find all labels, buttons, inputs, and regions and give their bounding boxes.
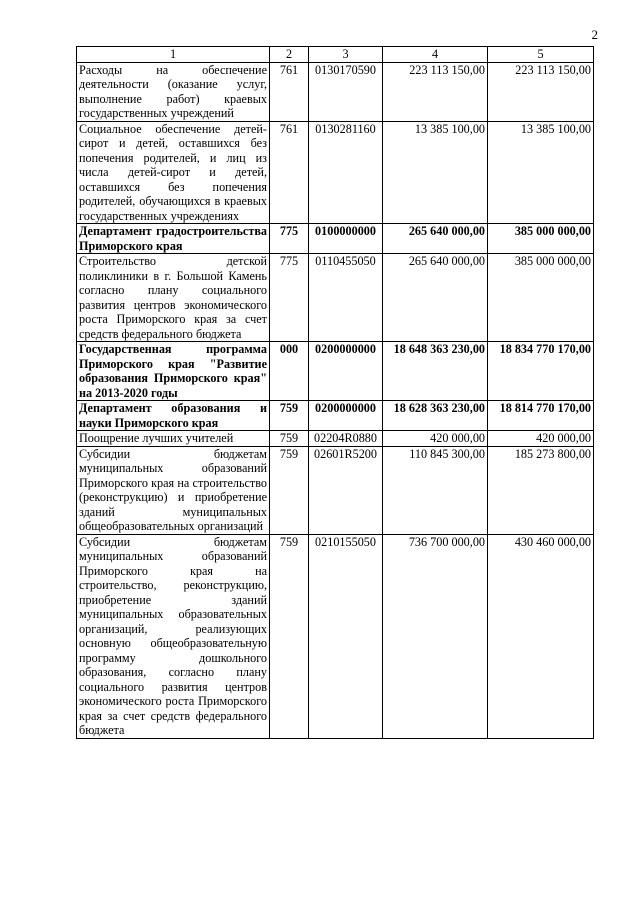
row-value-2019-cell: 110 845 300,00 [383, 446, 488, 534]
row-code-cell: 759 [270, 534, 309, 738]
row-value-2019-cell: 13 385 100,00 [383, 121, 488, 224]
row-code-cell: 759 [270, 401, 309, 431]
row-value-2020-cell: 18 814 770 170,00 [488, 401, 594, 431]
row-value-2020-cell: 185 273 800,00 [488, 446, 594, 534]
row-value-2019-cell: 265 640 000,00 [383, 224, 488, 254]
row-kbk-cell: 0130281160 [309, 121, 383, 224]
row-name-cell: Субсидии бюджетам муниципальных образований Приморского края на строительство, реконструкцию, приобретение зданий муниципальных образовательных организаций, реализующих основную общеобразовательную программу дошкольного образования, согласно плану социального развития центров экономического роста Приморского края за счет средств федерального бюджета [77, 534, 270, 738]
row-kbk-cell: 02601R5200 [309, 446, 383, 534]
budget-table [76, 46, 594, 739]
row-value-2019-cell: 223 113 150,00 [383, 62, 488, 121]
header-cell: 1 [77, 47, 270, 63]
table-row [77, 254, 594, 342]
row-value-2020-cell: 430 460 000,00 [488, 534, 594, 738]
row-code-cell: 775 [270, 254, 309, 342]
row-name-cell: Департамент градостроительства Приморского края [77, 224, 270, 254]
row-code-cell: 775 [270, 224, 309, 254]
row-name-cell: Департамент образования и науки Приморского края [77, 401, 270, 431]
table-row [77, 224, 594, 254]
row-kbk-cell: 0210155050 [309, 534, 383, 738]
row-kbk-cell: 0100000000 [309, 224, 383, 254]
row-kbk-cell: 0200000000 [309, 401, 383, 431]
table-header-row [77, 47, 594, 63]
header-cell: 3 [309, 47, 383, 63]
row-value-2020-cell: 420 000,00 [488, 431, 594, 447]
header-cell: 2 [270, 47, 309, 63]
table-row [77, 62, 594, 121]
table-row [77, 431, 594, 447]
row-kbk-cell: 0130170590 [309, 62, 383, 121]
row-code-cell: 759 [270, 446, 309, 534]
row-value-2019-cell: 18 628 363 230,00 [383, 401, 488, 431]
header-cell: 4 [383, 47, 488, 63]
row-kbk-cell: 0110455050 [309, 254, 383, 342]
row-value-2019-cell: 420 000,00 [383, 431, 488, 447]
table-row [77, 446, 594, 534]
row-code-cell: 000 [270, 342, 309, 401]
row-value-2019-cell: 18 648 363 230,00 [383, 342, 488, 401]
table-row [77, 534, 594, 738]
row-name-cell: Социальное обеспечение детей-сирот и детей, оставшихся без попечения родителей, и лиц из числа детей-сирот и детей, оставшихся без попечения родителей, обучающихся в краевых государственных учреждениях [77, 121, 270, 224]
row-name-cell: Субсидии бюджетам муниципальных образований Приморского края на строительство (реконструкцию) и приобретение зданий муниципальных общеобразовательных организаций [77, 446, 270, 534]
row-value-2020-cell: 13 385 100,00 [488, 121, 594, 224]
row-value-2020-cell: 385 000 000,00 [488, 224, 594, 254]
row-kbk-cell: 0200000000 [309, 342, 383, 401]
row-code-cell: 761 [270, 121, 309, 224]
row-value-2020-cell: 385 000 000,00 [488, 254, 594, 342]
row-code-cell: 759 [270, 431, 309, 447]
table-row [77, 401, 594, 431]
row-name-cell: Расходы на обеспечение деятельности (оказание услуг, выполнение работ) краевых государственных учреждений [77, 62, 270, 121]
table-row [77, 121, 594, 224]
row-value-2019-cell: 265 640 000,00 [383, 254, 488, 342]
table-row [77, 342, 594, 401]
header-cell: 5 [488, 47, 594, 63]
row-name-cell: Строительство детской поликлиники в г. Большой Камень согласно плану социального развития центров экономического роста Приморского края за счет средств федерального бюджета [77, 254, 270, 342]
row-code-cell: 761 [270, 62, 309, 121]
row-value-2020-cell: 223 113 150,00 [488, 62, 594, 121]
row-kbk-cell: 02204R0880 [309, 431, 383, 447]
page-number: 2 [591, 27, 598, 42]
row-value-2020-cell: 18 834 770 170,00 [488, 342, 594, 401]
row-name-cell: Государственная программа Приморского края "Развитие образования Приморского края" на 2013-2020 годы [77, 342, 270, 401]
row-value-2019-cell: 736 700 000,00 [383, 534, 488, 738]
row-name-cell: Поощрение лучших учителей [77, 431, 270, 447]
